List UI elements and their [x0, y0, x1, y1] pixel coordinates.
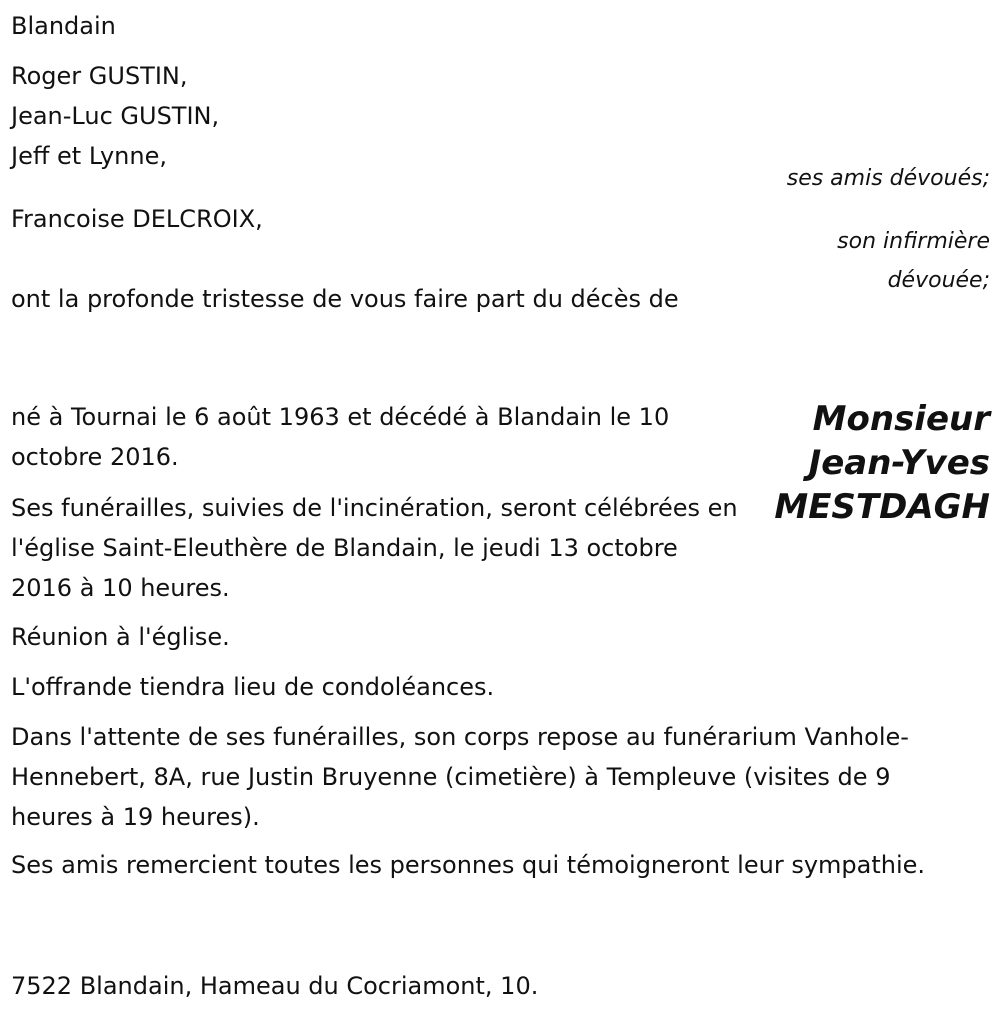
family-name-2: Jean-Luc GUSTIN, [11, 102, 220, 130]
place-heading: Blandain [11, 12, 116, 40]
deceased-last-name: MESTDAGH [774, 487, 990, 527]
family-name-1: Roger GUSTIN, [11, 62, 188, 90]
birth-death-text: né à Tournai le 6 août 1963 et décédé à Blandain le 10 octobre 2016. [11, 403, 670, 471]
family-name-3: Jeff et Lynne, [11, 142, 167, 170]
nurse-name: Francoise DELCROIX, [11, 205, 263, 233]
meeting-text: Réunion à l'église. [11, 623, 230, 651]
deceased-name [774, 397, 990, 529]
thanks-text: Ses amis remercient toutes les personnes qui témoigneront leur sympathie. [11, 851, 926, 879]
funeral-text: Ses funérailles, suivies de l'incinération, seront célébrées en l'église Saint-Eleuthère de Blandain, le jeudi 13 octobre 2016 à 10 heures. [11, 494, 738, 602]
friends-relation: ses amis dévoués; [786, 166, 990, 191]
nurse-relation-line2: dévouée; [887, 268, 990, 293]
deceased-first-name: Jean-Yves [808, 443, 990, 483]
offering-text: L'offrande tiendra lieu de condoléances. [11, 673, 495, 701]
nurse-relation-line1: son infirmière [837, 229, 990, 254]
viewing-text: Dans l'attente de ses funérailles, son corps repose au funérarium Vanhole-Hennebert, 8A, rue Justin Bruyenne (cimetière) à Templeuve (visites de 9 heures à 19 heures). [11, 723, 909, 831]
deceased-title: Monsieur [812, 399, 990, 439]
announcement-intro: ont la profonde tristesse de vous faire part du décès de [11, 285, 679, 313]
address-text: 7522 Blandain, Hameau du Cocriamont, 10. [11, 972, 539, 1000]
